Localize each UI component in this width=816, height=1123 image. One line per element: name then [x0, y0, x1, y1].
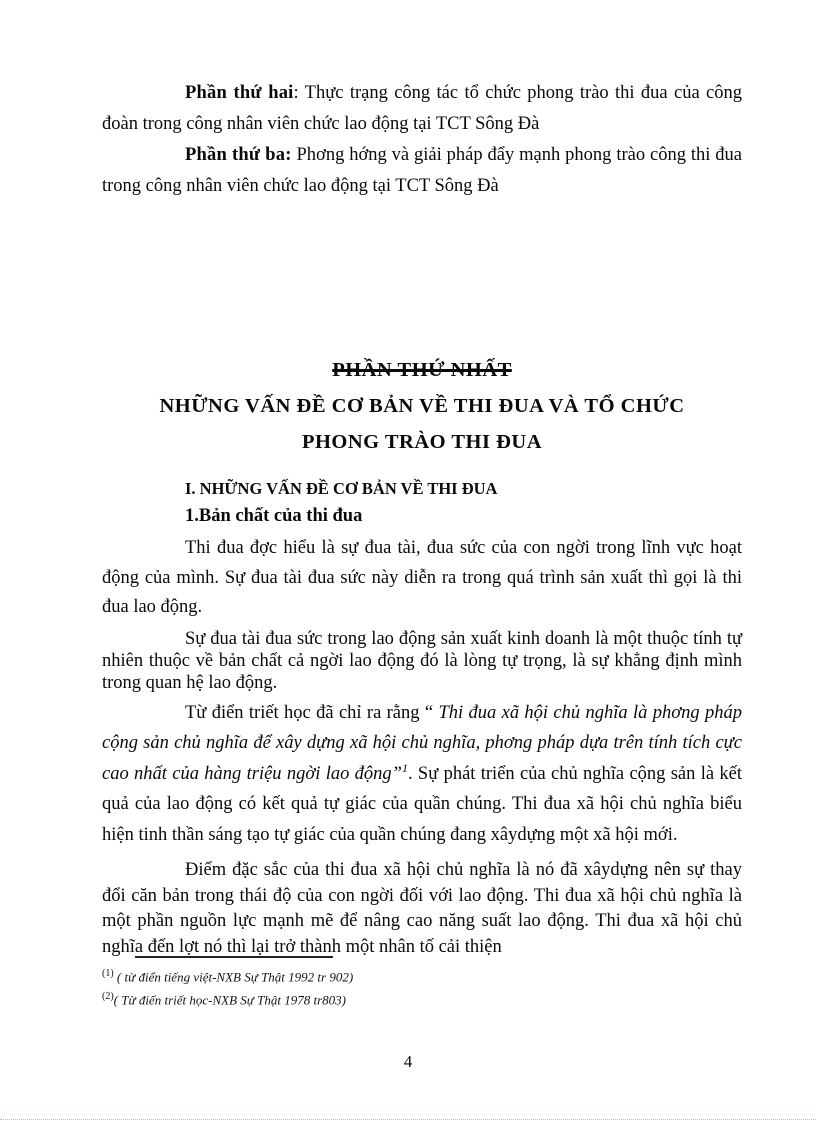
struck-chapter-label: PHẦN THỨ NHẤT: [332, 359, 512, 381]
part3-label: Phần thứ ba:: [185, 145, 292, 165]
section-heading: I. NHỮNG VẤN ĐỀ CƠ BẢN VỀ THI ĐUA: [185, 479, 498, 498]
footnote-1-text: ( từ điển tiếng việt-NXB Sự Thật 1992 tr 902): [113, 969, 354, 985]
footnote-2-text: ( Từ điển triết học-NXB Sự Thật 1978 tr803): [113, 992, 346, 1008]
footnote-separator-line: [135, 956, 333, 958]
body-paragraph-1: Thi đua đợc hiểu là sự đua tài, đua sức của con ngời trong lĩnh vực hoạt động của mình. Sự đua tài đua sức này diễn ra trong quá trình sản xuất thì gọi là thi đua lao động.: [102, 538, 742, 617]
body-paragraph-2: Sự đua tài đua sức trong lao động sản xuất kinh doanh là một thuộc tính tự nhiên thuộc về bản chất cả ngời lao động đó là lòng tự trọng, là sự khẳng định mình trong quan hệ lao động.: [102, 628, 742, 693]
chapter-heading-block: [102, 352, 742, 460]
footnote-2: [102, 987, 742, 1010]
part2-text: : Thực trạng công tác tổ chức phong trào thi đua của công đoàn trong công nhân viên chức lao động tại TCT Sông Đà: [102, 83, 742, 134]
paragraph3-rest: . Sự phát triển của chủ nghĩa cộng sản là kết quả của lao động có kết quả tự giác của quần chúng. Thi đua xã hội chủ nghĩa biểu hiện tinh thần sáng tạo tự giác của quần chúng đang xâydựng một xã hội mới.: [102, 763, 742, 845]
body-paragraph-4: Điểm đặc sắc của thi đua xã hội chủ nghĩa là nó đã xâydựng nên sự thay đổi căn bản trong thái độ của con ngời đối với lao động. Thi đua xã hội chủ nghĩa là một phần nguồn lực mạnh mẽ để nâng cao năng suất lao động. Thi đua xã hội chủ nghĩa đến lợt nó thì lại trở thành một nhân tố cải thiện: [102, 860, 742, 957]
footnote-2-marker: (2): [102, 991, 114, 1003]
body-paragraph-3: [102, 698, 742, 851]
intro-paragraph-part2: [102, 78, 742, 140]
footnote-1-marker: (1): [102, 968, 114, 979]
page-boundary-dotted-line: [0, 1119, 816, 1120]
chapter-title-line1: NHỮNG VẤN ĐỀ CƠ BẢN VỀ THI ĐUA VÀ TỔ CHỨC: [159, 395, 685, 417]
paragraph3-lead: Từ điển triết học đã chỉ ra rằng “: [185, 702, 439, 723]
part3-text: Phơng hớng và giải pháp đẩy mạnh phong trào công thi đua trong công nhân viên chức lao động tại TCT Sông Đà: [102, 145, 742, 196]
footnote-area: [102, 956, 742, 1011]
subsection-heading: 1.Bản chất của thi đua: [185, 506, 363, 526]
footnote-reference-1: 1: [401, 760, 408, 775]
paragraph3-quote: Thi đua xã hội chủ nghĩa là phơng pháp cộng sản chủ nghĩa để xây dựng xã hội chủ nghĩa, phơng pháp dựa trên tính tích cực cao nhất của hàng triệu ngời lao động”: [102, 702, 742, 784]
intro-paragraph-part3: [102, 140, 742, 202]
footnote-1: [102, 964, 742, 987]
part2-label: Phần thứ hai: [185, 83, 294, 103]
chapter-title-line2: PHONG TRÀO THI ĐUA: [301, 431, 543, 453]
page-number: 4: [403, 1052, 413, 1071]
